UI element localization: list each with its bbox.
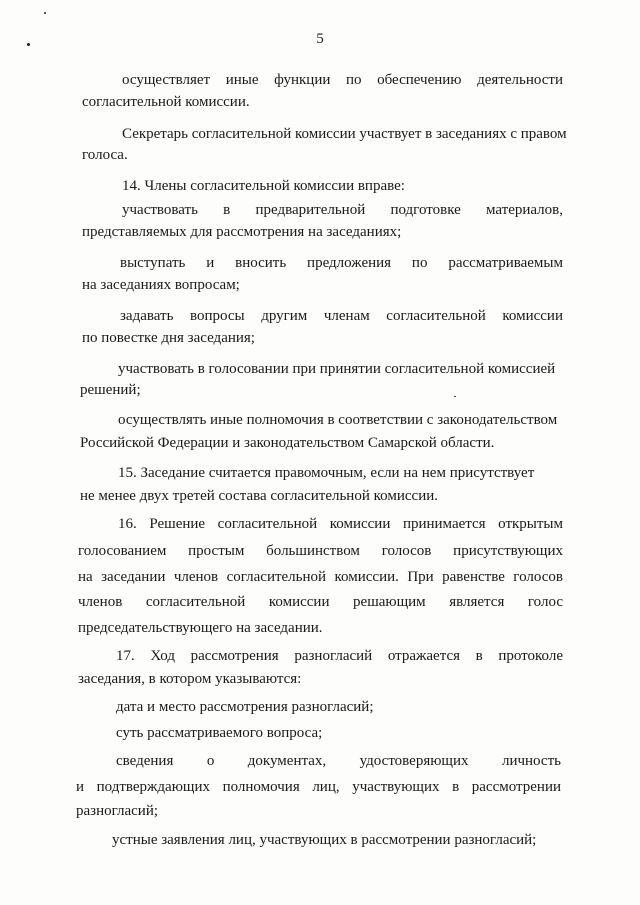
text-line: дата и место рассмотрения разногласий; bbox=[116, 699, 374, 715]
scan-speck bbox=[44, 12, 46, 14]
text-line: на заседании членов согласительной комиссии. При равенстве голосов bbox=[78, 569, 563, 585]
text-line: голоса. bbox=[82, 147, 128, 163]
text-line: Российской Федерации и законодательством Самарской области. bbox=[80, 435, 495, 451]
text-line: председательствующего на заседании. bbox=[78, 620, 323, 636]
text-line: 17. Ход рассмотрения разногласий отражается в протоколе bbox=[116, 648, 563, 664]
text-line: решений; bbox=[80, 382, 141, 398]
text-line: устные заявления лиц, участвующих в рассмотрении разногласий; bbox=[112, 832, 537, 848]
text-line: согласительной комиссии. bbox=[82, 94, 250, 110]
text-line: осуществляет иные функции по обеспечению деятельности bbox=[122, 72, 563, 88]
page-number: 5 bbox=[316, 31, 324, 47]
text-line: 16. Решение согласительной комиссии принимается открытым bbox=[118, 516, 563, 532]
text-line: по повестке дня заседания; bbox=[82, 330, 255, 346]
text-line: участвовать в предварительной подготовке материалов, bbox=[122, 202, 563, 218]
text-line: заседания, в котором указываются: bbox=[78, 671, 302, 687]
text-line: осуществлять иные полномочия в соответствии с законодательством bbox=[118, 412, 558, 428]
text-line: суть рассматриваемого вопроса; bbox=[116, 725, 323, 741]
text-line: 15. Заседание считается правомочным, если на нем присутствует bbox=[118, 465, 535, 481]
text-line: участвовать в голосовании при принятии согласительной комиссией bbox=[118, 361, 556, 377]
text-line: и подтверждающих полномочия лиц, участвующих в рассмотрении bbox=[76, 779, 561, 795]
scan-speck bbox=[454, 396, 456, 397]
text-line: членов согласительной комиссии решающим является голос bbox=[78, 594, 563, 610]
text-line: представляемых для рассмотрения на заседаниях; bbox=[82, 224, 402, 240]
text-line: не менее двух третей состава согласительной комиссии. bbox=[80, 488, 438, 504]
text-line: выступать и вносить предложения по рассматриваемым bbox=[120, 255, 563, 271]
text-line: разногласий; bbox=[76, 803, 159, 819]
text-line: 14. Члены согласительной комиссии вправе: bbox=[122, 178, 405, 194]
scan-speck bbox=[27, 43, 30, 46]
text-line: сведения о документах, удостоверяющих личность bbox=[116, 753, 561, 769]
text-line: Секретарь согласительной комиссии участвует в заседаниях с правом bbox=[122, 126, 567, 142]
text-line: задавать вопросы другим членам согласительной комиссии bbox=[120, 308, 563, 324]
text-line: голосованием простым большинством голосов присутствующих bbox=[78, 543, 563, 559]
text-line: на заседаниях вопросам; bbox=[82, 277, 240, 293]
